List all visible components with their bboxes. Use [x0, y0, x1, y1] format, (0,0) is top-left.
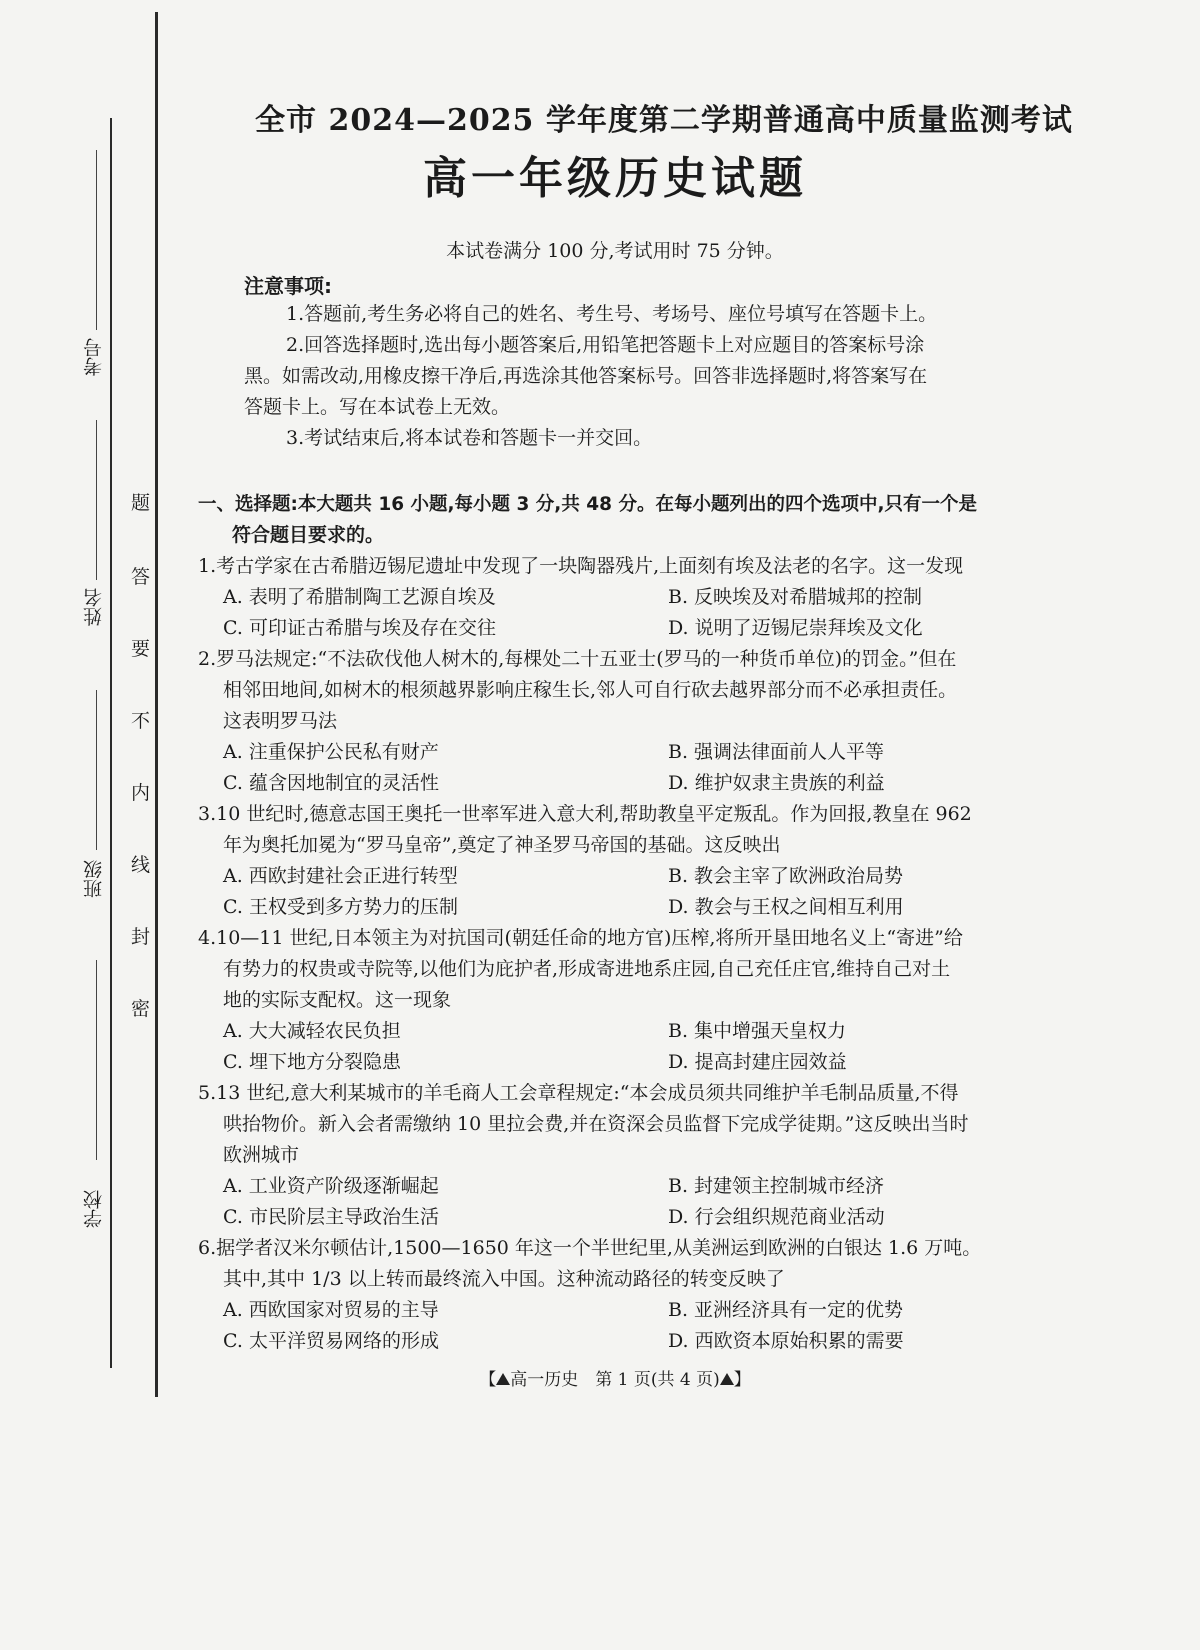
- seal-char: 题: [131, 492, 151, 514]
- question-1-option-a[interactable]: A. 表明了希腊制陶工艺源自埃及: [223, 586, 496, 608]
- question-3-stem: 3.10 世纪时,德意志国王奥托一世率军进入意大利,帮助教皇平定叛乱。作为回报,教皇在 962: [198, 803, 972, 825]
- exam-info: 本试卷满分 100 分,考试用时 75 分钟。: [446, 240, 784, 262]
- seal-char: 答: [131, 566, 151, 588]
- question-1-option-c[interactable]: C. 可印证古希腊与埃及存在交往: [223, 617, 496, 639]
- seal-char: 封: [131, 926, 151, 948]
- footer-text: 高一历史 第 1 页(共 4 页): [510, 1370, 720, 1390]
- question-2-option-c[interactable]: C. 蕴含因地制宜的灵活性: [223, 772, 439, 794]
- notice-line: 3.考试结束后,将本试卷和答题卡一并交回。: [286, 427, 653, 449]
- exam-number-field-line[interactable]: [96, 150, 97, 330]
- question-3-option-c[interactable]: C. 王权受到多方势力的压制: [223, 896, 458, 918]
- notice-line: 2.回答选择题时,选出每小题答案后,用铅笔把答题卡上对应题目的答案标号涂: [286, 334, 925, 356]
- seal-char: 内: [131, 782, 151, 804]
- question-1-option-b[interactable]: B. 反映埃及对希腊城邦的控制: [668, 586, 923, 608]
- exam-number-label: 考号: [83, 338, 105, 376]
- class-label: 班级: [83, 860, 105, 898]
- question-5-stem: 哄抬物价。新入会者需缴纳 10 里拉会费,并在资深会员监督下完成学徒期。”这反映出当时: [223, 1113, 969, 1135]
- question-1-stem: 1.考古学家在古希腊迈锡尼遗址中发现了一块陶器残片,上面刻有埃及法老的名字。这一发现: [198, 555, 964, 577]
- question-5-option-d[interactable]: D. 行会组织规范商业活动: [668, 1206, 885, 1228]
- question-3-option-b[interactable]: B. 教会主宰了欧洲政治局势: [668, 865, 904, 887]
- question-2-option-d[interactable]: D. 维护奴隶主贵族的利益: [668, 772, 885, 794]
- question-2-option-a[interactable]: A. 注重保护公民私有财产: [223, 741, 439, 763]
- seal-char: 不: [131, 710, 151, 732]
- question-4-stem: 地的实际支配权。这一现象: [223, 989, 452, 1011]
- triangle-icon: [496, 1373, 510, 1385]
- notice-line: 1.答题前,考生务必将自己的姓名、考生号、考场号、座位号填写在答题卡上。: [286, 303, 938, 325]
- question-4-stem: 有势力的权贵或寺院等,以他们为庇护者,形成寄进地系庄园,自己充任庄官,维持自己对土: [223, 958, 951, 980]
- section-heading-line1: 一、选择题:本大题共 16 小题,每小题 3 分,共 48 分。在每小题列出的四个选项中,只有一个是: [198, 494, 977, 515]
- section-heading: [198, 489, 977, 551]
- class-field-line[interactable]: [96, 690, 97, 850]
- question-5-stem: 5.13 世纪,意大利某城市的羊毛商人工会章程规定:“本会成员须共同维护羊毛制品质量,不得: [198, 1082, 959, 1104]
- question-4-stem: 4.10—11 世纪,日本领主为对抗国司(朝廷任命的地方官)压榨,将所开垦田地名义上“寄进”给: [198, 927, 963, 949]
- notice-title: 注意事项:: [244, 274, 332, 298]
- footer-bracket-left: 【: [479, 1370, 497, 1390]
- question-4-option-c[interactable]: C. 埋下地方分裂隐患: [223, 1051, 401, 1073]
- name-label: 姓名: [83, 588, 105, 626]
- question-4-option-d[interactable]: D. 提高封建庄园效益: [668, 1051, 847, 1073]
- question-6-option-a[interactable]: A. 西欧国家对贸易的主导: [223, 1299, 439, 1321]
- margin-rule-right: [155, 12, 158, 1397]
- notice-line: 黑。如需改动,用橡皮擦干净后,再选涂其他答案标号。回答非选择题时,将答案写在: [244, 365, 928, 387]
- name-field-line[interactable]: [96, 420, 97, 580]
- question-2-stem: 2.罗马法规定:“不法砍伐他人树木的,每棵处二十五亚士(罗马的一种货币单位)的罚金。”但在: [198, 648, 957, 670]
- question-5-stem: 欧洲城市: [223, 1144, 300, 1166]
- question-6-option-c[interactable]: C. 太平洋贸易网络的形成: [223, 1330, 439, 1352]
- question-1-option-d[interactable]: D. 说明了迈锡尼崇拜埃及文化: [668, 617, 923, 639]
- section-heading-line2: 符合题目要求的。: [232, 524, 385, 546]
- question-2-stem: 相邻田地间,如树木的根须越界影响庄稼生长,邻人可自行砍去越界部分而不必承担责任。: [223, 679, 958, 701]
- question-6-option-b[interactable]: B. 亚洲经济具有一定的优势: [668, 1299, 904, 1321]
- question-2-stem: 这表明罗马法: [223, 710, 338, 732]
- question-6-option-d[interactable]: D. 西欧资本原始积累的需要: [668, 1330, 904, 1352]
- question-6-stem: 6.据学者汉米尔顿估计,1500—1650 年这一个半世纪里,从美洲运到欧洲的白银达 1.6 万吨。: [198, 1237, 982, 1259]
- exam-title-line2: 高一年级历史试题: [423, 153, 807, 204]
- question-4-option-b[interactable]: B. 集中增强天皇权力: [668, 1020, 847, 1042]
- question-3-stem: 年为奥托加冕为“罗马皇帝”,奠定了神圣罗马帝国的基础。这反映出: [223, 834, 781, 856]
- school-field-line[interactable]: [96, 960, 97, 1160]
- margin-rule-left: [110, 118, 112, 1368]
- question-5-option-c[interactable]: C. 市民阶层主导政治生活: [223, 1206, 439, 1228]
- footer-bracket-right: 】: [733, 1370, 751, 1390]
- seal-char: 线: [131, 854, 151, 876]
- question-2-option-b[interactable]: B. 强调法律面前人人平等: [668, 741, 885, 763]
- school-label: 学校: [83, 1190, 105, 1228]
- question-6-stem: 其中,其中 1/3 以上转而最终流入中国。这种流动路径的转变反映了: [223, 1268, 785, 1290]
- seal-char: 要: [131, 638, 151, 660]
- page-footer: [255, 1365, 975, 1390]
- question-4-option-a[interactable]: A. 大大减轻农民负担: [223, 1020, 401, 1042]
- exam-title-line1: 全市 2024—2025 学年度第二学期普通高中质量监测考试: [255, 103, 1073, 138]
- triangle-icon: [720, 1373, 734, 1385]
- question-5-option-a[interactable]: A. 工业资产阶级逐渐崛起: [223, 1175, 439, 1197]
- question-3-option-d[interactable]: D. 教会与王权之间相互利用: [668, 896, 904, 918]
- question-3-option-a[interactable]: A. 西欧封建社会正进行转型: [223, 865, 458, 887]
- seal-char: 密: [131, 998, 151, 1020]
- question-5-option-b[interactable]: B. 封建领主控制城市经济: [668, 1175, 885, 1197]
- notice-line: 答题卡上。写在本试卷上无效。: [244, 396, 511, 418]
